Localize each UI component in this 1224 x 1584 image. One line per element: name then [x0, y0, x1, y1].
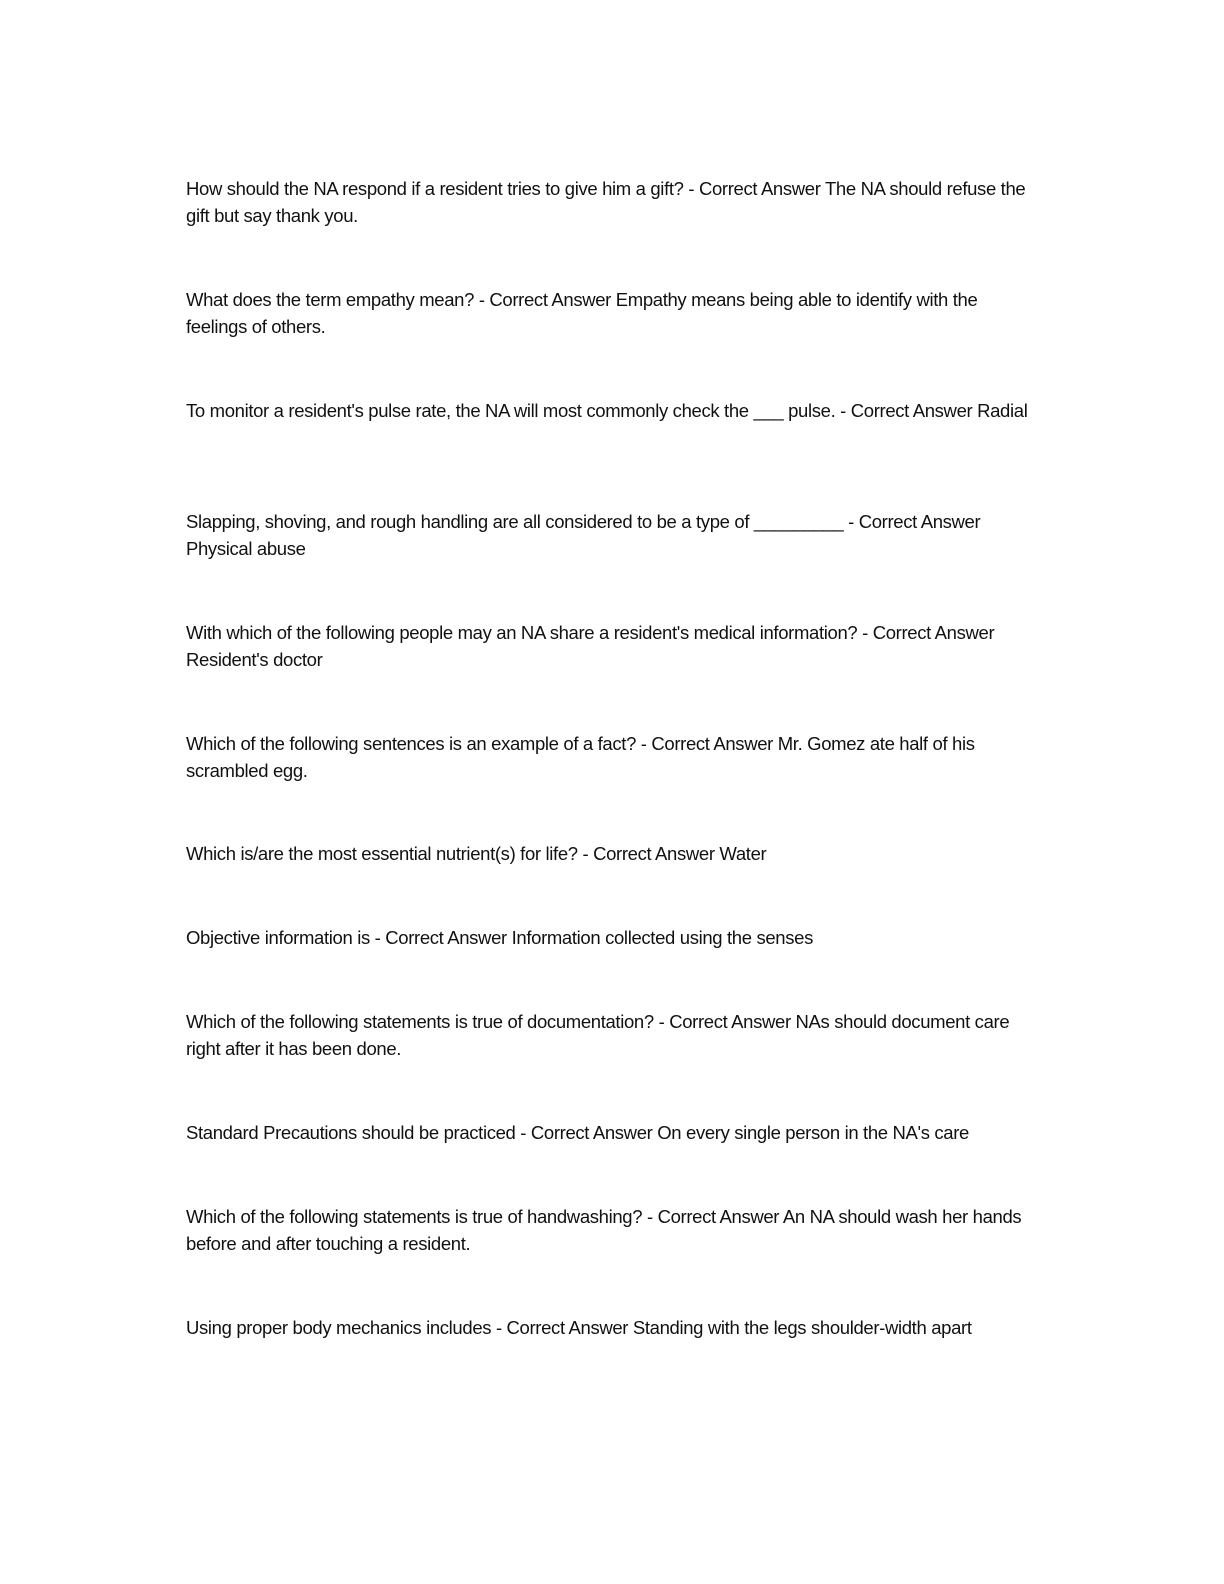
qa-item-body-mechanics: Using proper body mechanics includes - Correct Answer Standing with the legs shoulder-width apart — [186, 1317, 972, 1338]
qa-item-handwashing: Which of the following statements is true of handwashing? - Correct Answer An NA should wash her hands before and after touching a resident. — [186, 1206, 1022, 1254]
qa-item-medical-info: With which of the following people may an NA share a resident's medical information? - Correct Answer Resident's doctor — [186, 622, 995, 670]
qa-item-fact: Which of the following sentences is an example of a fact? - Correct Answer Mr. Gomez ate half of his scrambled egg. — [186, 733, 975, 781]
qa-item-abuse: Slapping, shoving, and rough handling are all considered to be a type of _________ - Correct Answer Physical abuse — [186, 511, 981, 559]
qa-item-standard-precautions: Standard Precautions should be practiced - Correct Answer On every single person in the NA's care — [186, 1122, 969, 1143]
qa-item-empathy: What does the term empathy mean? - Correct Answer Empathy means being able to identify with the feelings of others. — [186, 289, 978, 337]
qa-item-documentation: Which of the following statements is true of documentation? - Correct Answer NAs should document care right after it has been done. — [186, 1011, 1010, 1059]
qa-item-pulse: To monitor a resident's pulse rate, the NA will most commonly check the ___ pulse. - Correct Answer Radial — [186, 400, 1028, 421]
qa-item-nutrient: Which is/are the most essential nutrient(s) for life? - Correct Answer Water — [186, 843, 767, 864]
qa-item-gift: How should the NA respond if a resident tries to give him a gift? - Correct Answer The NA should refuse the gift but say thank you. — [186, 178, 1026, 226]
qa-item-objective-info: Objective information is - Correct Answer Information collected using the senses — [186, 927, 813, 948]
